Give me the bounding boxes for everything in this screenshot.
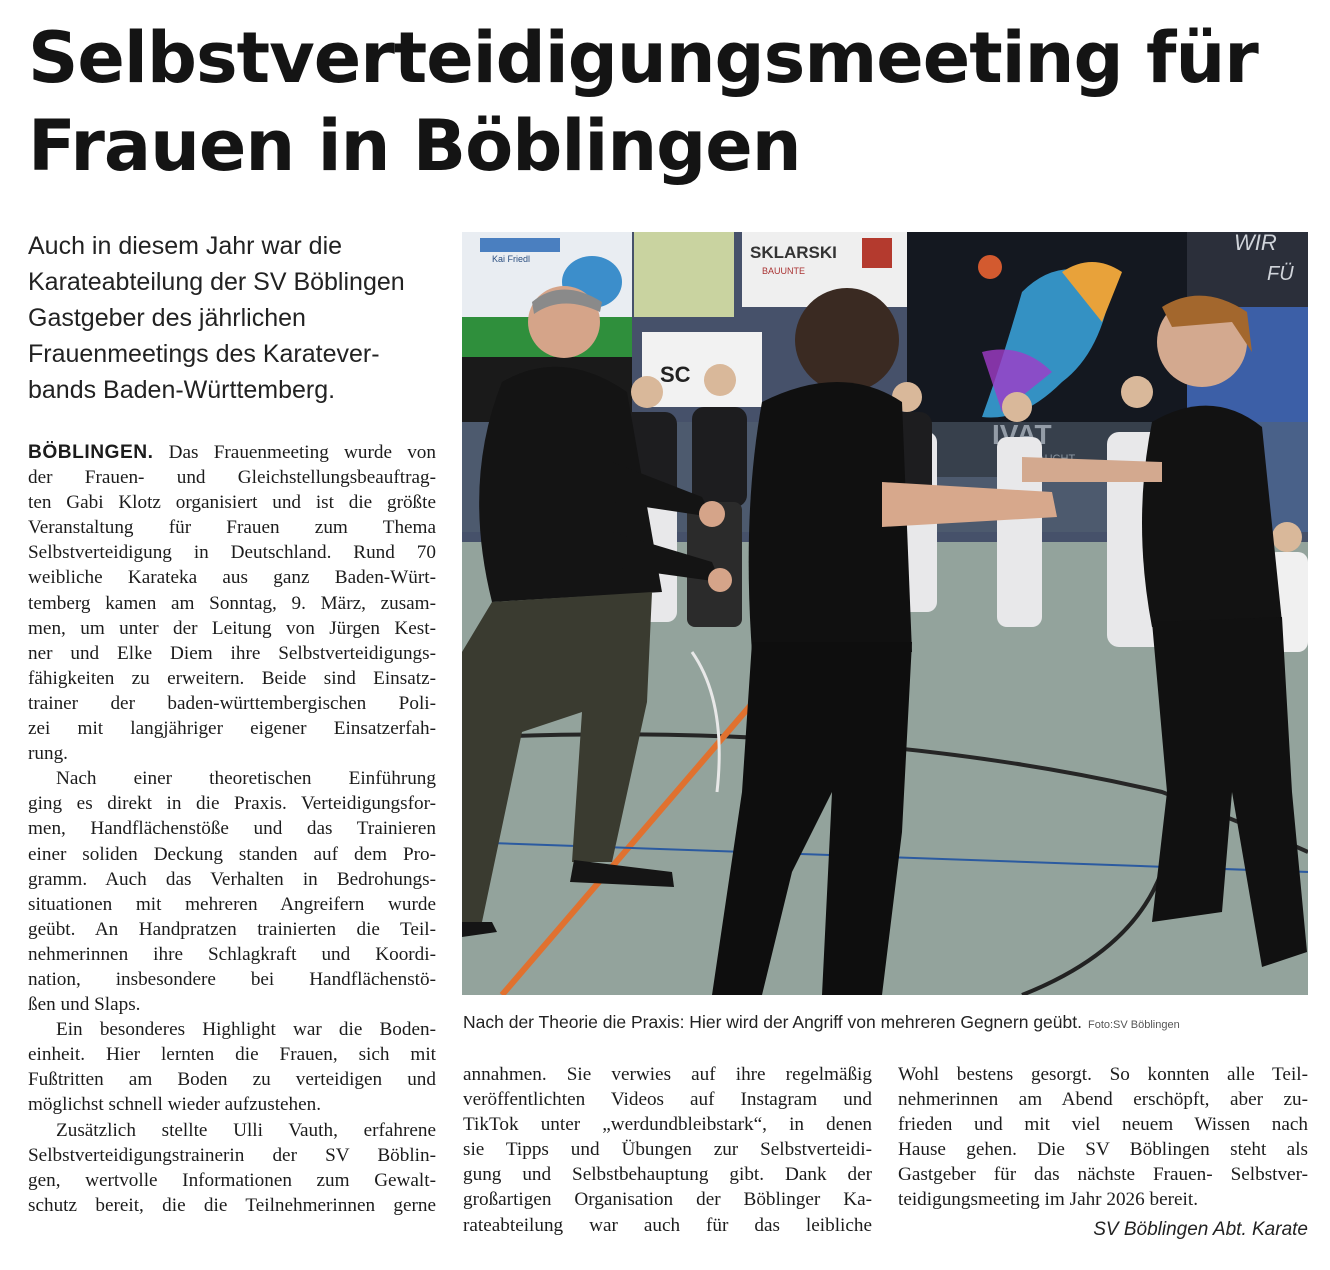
body-line: schutz bereit, die die Teilnehmerinnen gerne	[28, 1194, 436, 1216]
banner-text: BAUUNTE	[762, 266, 806, 276]
body-line: Hause gehen. Die SV Böblingen steht als	[898, 1139, 1308, 1161]
body-line: nehmerinnen am Abend erschöpft, aber zu-	[898, 1089, 1308, 1111]
body-line: rateabteilung war auch für das leibliche	[463, 1214, 872, 1236]
article-column-3	[898, 1062, 1308, 1213]
body-line: Selbstverteidigung in Deutschland. Rund 70	[28, 542, 436, 564]
teaser-line: Auch in diesem Jahr war die	[28, 232, 343, 260]
body-line: geübt. An Handpratzen trainierten die Teil-	[28, 918, 436, 940]
body-line: gen, wertvolle Informationen zum Gewalt-	[28, 1169, 436, 1191]
article-column-1	[28, 440, 436, 1218]
teaser-line: Karateabteilung der SV Böblingen	[28, 268, 405, 296]
body-line: möglichst schnell wieder aufzustehen.	[28, 1094, 322, 1116]
body-line: Ein besonderes Highlight war die Boden-	[56, 1019, 436, 1041]
body-line: frieden und mit viel neuem Wissen nach	[898, 1114, 1308, 1136]
teaser	[28, 228, 448, 408]
photo-caption	[463, 1012, 1313, 1033]
body-line: situationen mit mehreren Angreifern wurde	[28, 893, 436, 915]
body-line: weibliche Karateka aus ganz Baden-Würt-	[28, 567, 436, 589]
author-byline: SV Böblingen Abt. Karate	[1093, 1219, 1308, 1240]
banner-text: Kai Friedl	[492, 254, 531, 264]
photo-karate-training	[462, 232, 1308, 995]
body-line: ging es direkt in die Praxis. Verteidigungsfor-	[28, 793, 436, 815]
body-line: temberg kamen am Sonntag, 9. März, zusam-	[28, 592, 436, 614]
teaser-line: Frauenmeetings des Karatever-	[28, 340, 380, 368]
body-line: fähigkeiten zu erweitern. Beide sind Einsatz-	[28, 667, 436, 689]
body-line: ßen und Slaps.	[28, 994, 141, 1016]
body-line: sie Tipps und Übungen zur Selbstverteidi-	[463, 1139, 872, 1161]
body-line: TikTok unter „werdundbleibstark“, in denen	[463, 1114, 872, 1136]
body-line: Fußtritten am Boden zu verteidigen und	[28, 1069, 436, 1091]
banner-text: SC	[660, 362, 691, 387]
headline-line-1: Selbstverteidigungsmeeting für	[28, 17, 1258, 99]
banner-text: FÜ	[1267, 263, 1294, 285]
photo-credit: Foto:SV Böblingen	[1087, 1019, 1180, 1031]
body-line: einer soliden Deckung standen auf dem Pro-	[28, 843, 436, 865]
dateline: BÖBLINGEN.	[28, 442, 154, 463]
body-line: ten Gabi Klotz organisiert und ist die größte	[28, 492, 436, 514]
body-line: großartigen Organisation der Böblinger Ka-	[463, 1189, 872, 1211]
body-line: men, um unter der Leitung von Jürgen Kest-	[28, 617, 436, 639]
body-line: einheit. Hier lernten die Frauen, sich mit	[28, 1044, 436, 1066]
body-line: teidigungsmeeting im Jahr 2026 bereit.	[898, 1189, 1199, 1211]
headline	[28, 14, 1318, 190]
body-line: der Frauen- und Gleichstellungsbeauftrag-	[28, 467, 436, 489]
body-line: ner und Elke Diem ihre Selbstverteidigungs-	[28, 642, 436, 664]
teaser-line: bands Baden-Württemberg.	[28, 376, 336, 404]
body-line: Selbstverteidigungstrainerin der SV Böblin-	[28, 1144, 436, 1166]
body-line: men, Handflächenstöße und das Trainieren	[28, 818, 436, 840]
body-line: nation, insbesondere bei Handflächenstö-	[28, 968, 436, 990]
body-line: gramm. Auch das Verhalten in Bedrohungs-	[28, 868, 436, 890]
body-line: zei mit langjähriger eigener Einsatzerfah-	[28, 718, 436, 740]
body-line: annahmen. Sie verwies auf ihre regelmäßig	[463, 1064, 872, 1085]
banner-text: SKLARSKI	[750, 243, 837, 262]
headline-line-2: Frauen in Böblingen	[28, 105, 801, 187]
body-line: BÖBLINGEN. Das Frauenmeeting wurde von	[28, 442, 436, 463]
article-column-2	[463, 1062, 872, 1238]
article-photo	[462, 232, 1308, 995]
body-line: rung.	[28, 743, 68, 765]
body-line: trainer der baden-württembergischen Poli-	[28, 692, 436, 714]
banner-text: WIR	[1234, 232, 1277, 255]
body-line: nehmerinnen ihre Schlagkraft und Koordi-	[28, 943, 436, 965]
body-line: Zusätzlich stellte Ulli Vauth, erfahrene	[56, 1119, 436, 1141]
teaser-line: Gastgeber des jährlichen	[28, 304, 306, 332]
caption-text: Nach der Theorie die Praxis: Hier wird der Angriff von mehreren Gegnern geübt.	[463, 1012, 1082, 1032]
body-line: Wohl bestens gesorgt. So konnten alle Teil-	[898, 1064, 1308, 1085]
body-line: gung und Selbstbehauptung gibt. Dank der	[463, 1164, 872, 1186]
body-line: Gastgeber für das nächste Frauen- Selbstver-	[898, 1164, 1308, 1186]
body-line: Veranstaltung für Frauen zum Thema	[28, 517, 436, 539]
body-line: veröffentlichten Videos auf Instagram und	[463, 1089, 872, 1111]
body-line: Nach einer theoretischen Einführung	[56, 768, 436, 790]
